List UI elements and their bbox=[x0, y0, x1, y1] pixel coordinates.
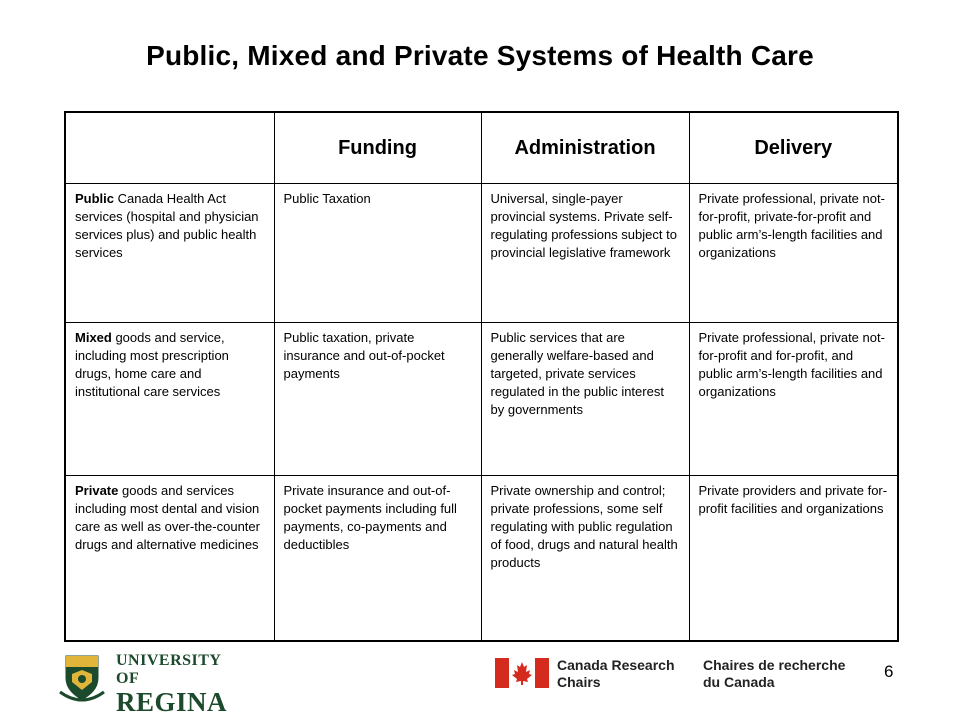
category-description: Canada Health Act services (hospital and physician services plus) and public health services bbox=[75, 191, 259, 260]
slide-title: Public, Mixed and Private Systems of Health Care bbox=[146, 40, 814, 71]
table-row bbox=[65, 476, 898, 642]
funding-cell: Private insurance and out-of-pocket payments including full payments, co-payments and deductibles bbox=[274, 476, 481, 642]
table-row bbox=[65, 184, 898, 323]
administration-cell: Public services that are generally welfare-based and targeted, private services regulated in the public interest by governments bbox=[481, 323, 689, 476]
health-systems-table bbox=[64, 111, 899, 642]
category-label: Private bbox=[75, 483, 119, 498]
header-delivery: Delivery bbox=[689, 112, 898, 184]
university-of-text: UNIVERSITY OF bbox=[116, 652, 221, 687]
canada-flag-icon bbox=[495, 658, 549, 688]
funding-cell: Public Taxation bbox=[274, 184, 481, 323]
delivery-cell: Private professional, private not-for-profit and for-profit, and public arm’s-length facilities and organizations bbox=[689, 323, 898, 476]
category-description: goods and service, including most prescription drugs, home care and institutional care services bbox=[75, 330, 229, 399]
row-category-private bbox=[65, 476, 274, 642]
category-description: goods and services including most dental and vision care as well as over-the-counter drugs and alternative medicines bbox=[75, 483, 260, 552]
canada-research-chairs-text: Canada Research Chairs bbox=[557, 657, 675, 690]
row-category-mixed bbox=[65, 323, 274, 476]
header-administration: Administration bbox=[481, 112, 689, 184]
delivery-cell: Private professional, private not-for-profit, private-for-profit and public arm’s-length facilities and organizations bbox=[689, 184, 898, 323]
chaires-de-recherche-text: Chaires de recherche du Canada bbox=[703, 657, 846, 690]
table-header-row bbox=[65, 112, 898, 184]
regina-crest-icon bbox=[58, 652, 106, 704]
category-label: Mixed bbox=[75, 330, 112, 345]
header-funding: Funding bbox=[274, 112, 481, 184]
administration-cell: Private ownership and control; private professions, some self regulating with public regulation of food, drugs and natural health products bbox=[481, 476, 689, 642]
row-category-public bbox=[65, 184, 274, 323]
header-empty-cell bbox=[65, 112, 274, 184]
delivery-cell: Private providers and private for-profit facilities and organizations bbox=[689, 476, 898, 642]
canada-research-chairs-logo bbox=[495, 655, 865, 695]
regina-text: REGINA bbox=[116, 687, 228, 717]
category-label: Public bbox=[75, 191, 115, 206]
funding-cell: Public taxation, private insurance and out-of-pocket payments bbox=[274, 323, 481, 476]
table-row bbox=[65, 323, 898, 476]
page-number: 6 bbox=[884, 662, 894, 681]
administration-cell: Universal, single-payer provincial systems. Private self-regulating professions subject to provincial legislative framework bbox=[481, 184, 689, 323]
university-of-regina-logo bbox=[58, 652, 238, 717]
